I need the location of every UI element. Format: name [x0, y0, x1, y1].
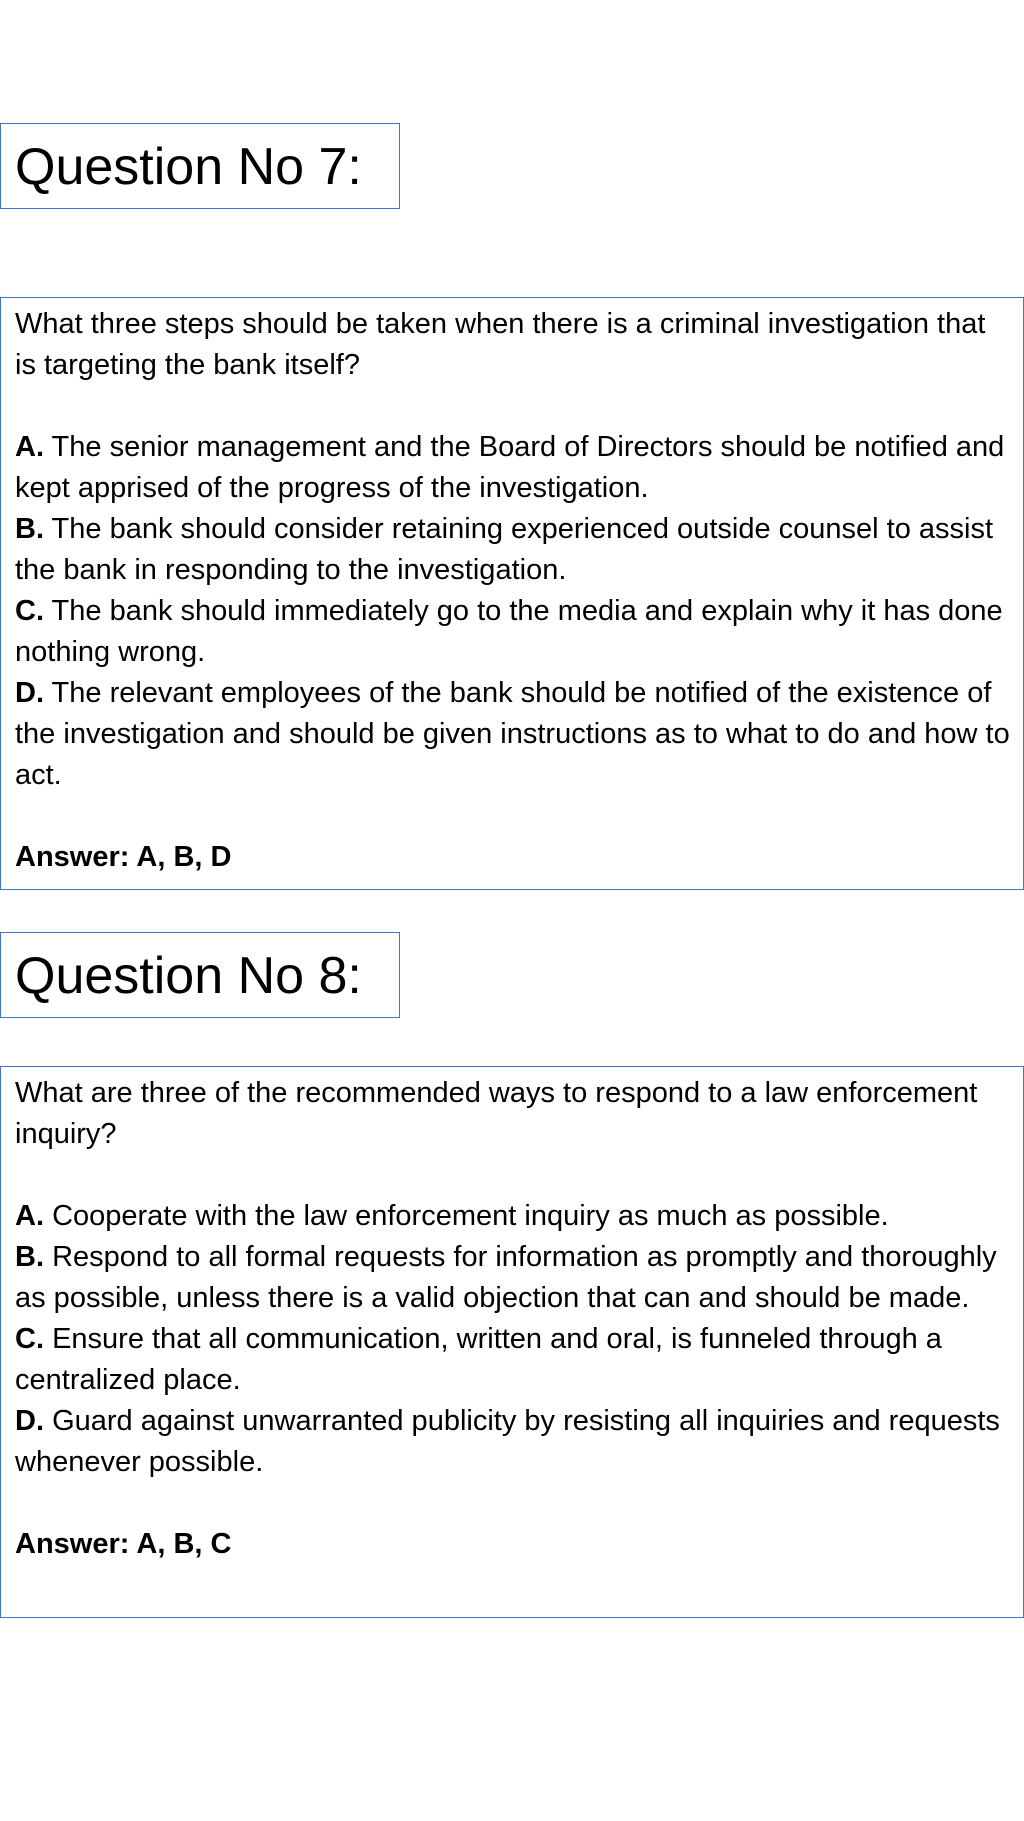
question-7-answer: Answer: A, B, D	[15, 841, 232, 873]
question-7-option-a	[15, 427, 1011, 509]
question-8-answer: Answer: A, B, C	[15, 1528, 232, 1560]
option-text: Cooperate with the law enforcement inquiry as much as possible.	[52, 1200, 889, 1232]
question-8-option-d	[15, 1401, 1011, 1483]
option-letter: B.	[15, 513, 44, 545]
question-8-option-a	[15, 1196, 1011, 1237]
question-7-option-d	[15, 673, 1011, 796]
option-text: Ensure that all communication, written and oral, is funneled through a centralized place.	[15, 1323, 942, 1396]
question-7-body	[0, 297, 1024, 890]
option-text: Respond to all formal requests for information as promptly and thoroughly as possible, unless there is a valid objection that can and should be made.	[15, 1241, 997, 1314]
option-text: The senior management and the Board of Directors should be notified and kept apprised of the progress of the investigation.	[15, 431, 1005, 504]
question-7-title: Question No 7:	[0, 123, 400, 209]
option-text: Guard against unwarranted publicity by resisting all inquiries and requests whenever possible.	[15, 1405, 1000, 1478]
question-7-prompt: What three steps should be taken when there is a criminal investigation that is targeting the bank itself?	[15, 308, 986, 381]
question-8-option-c	[15, 1319, 1011, 1401]
option-letter: D.	[15, 1405, 44, 1437]
option-letter: B.	[15, 1241, 44, 1273]
option-letter: C.	[15, 595, 44, 627]
spacer	[15, 1155, 1011, 1196]
option-letter: A.	[15, 1200, 44, 1232]
option-text: The relevant employees of the bank should be notified of the existence of the investigation and should be given instructions as to what to do and how to act.	[15, 677, 1010, 791]
question-7-option-c	[15, 591, 1011, 673]
question-7-option-b	[15, 509, 1011, 591]
option-text: The bank should consider retaining experienced outside counsel to assist the bank in responding to the investigation.	[15, 513, 994, 586]
question-8-body	[0, 1066, 1024, 1618]
option-text: The bank should immediately go to the media and explain why it has done nothing wrong.	[15, 595, 1003, 668]
question-8-title: Question No 8:	[0, 932, 400, 1018]
question-8-option-b	[15, 1237, 1011, 1319]
spacer	[15, 796, 1011, 837]
option-letter: A.	[15, 431, 44, 463]
question-8-prompt: What are three of the recommended ways to respond to a law enforcement inquiry?	[15, 1077, 978, 1150]
spacer	[15, 1483, 1011, 1524]
option-letter: C.	[15, 1323, 44, 1355]
option-letter: D.	[15, 677, 44, 709]
spacer	[15, 386, 1011, 427]
